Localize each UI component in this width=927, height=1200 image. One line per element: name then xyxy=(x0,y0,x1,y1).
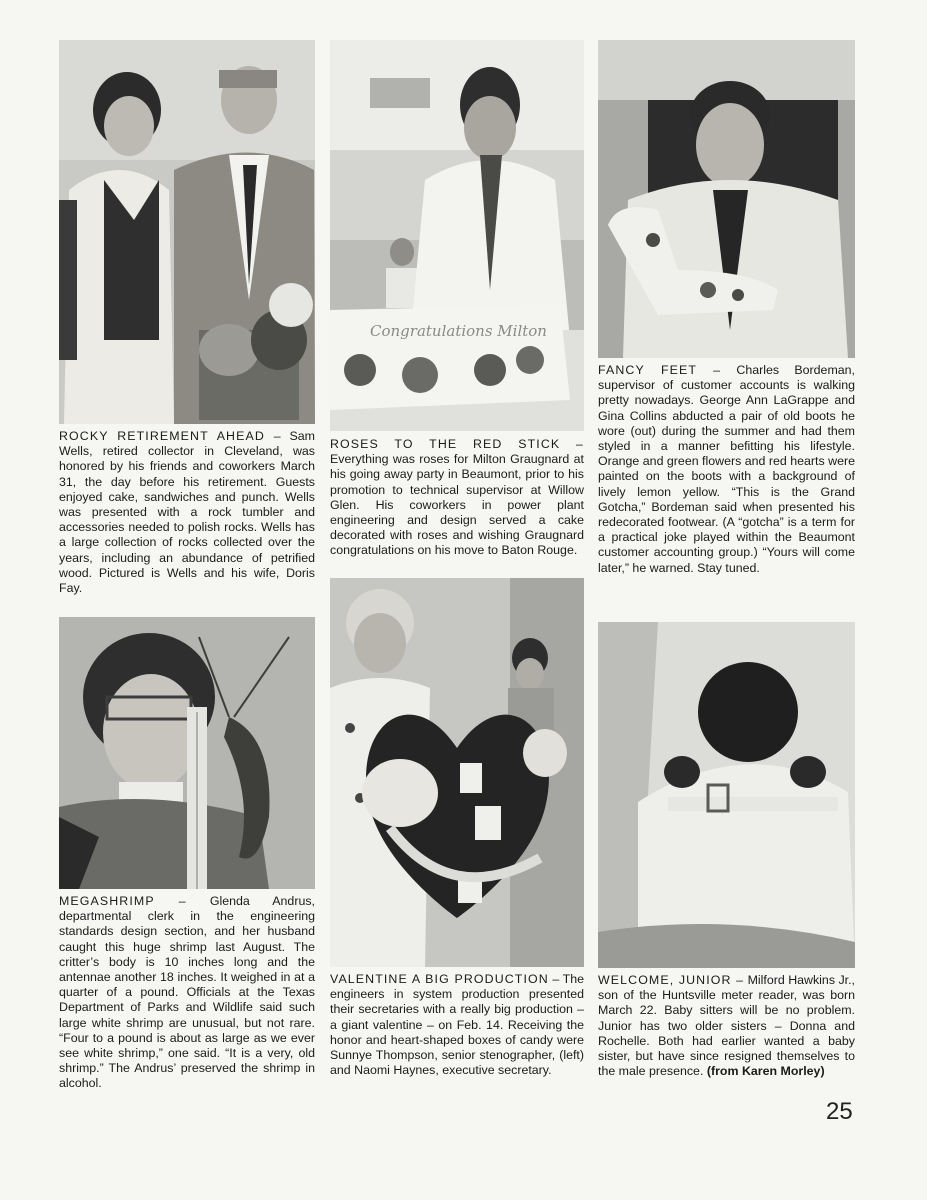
credit-welcome-junior: (from Karen Morley) xyxy=(706,1064,825,1079)
body-welcome-junior: Milford Hawkins Jr., son of the Huntsville meter reader, was born March 22. Baby sitters will be no problem. Junior has two older sisters – Donna and Rochelle. Both had earlier wanted a baby sister, but have since resigned themselves to the male presence. xyxy=(598,973,855,1079)
headline-welcome-junior: WELCOME, JUNIOR – xyxy=(598,973,745,987)
caption-megashrimp xyxy=(59,894,315,1092)
caption-fancy-feet xyxy=(598,363,855,576)
headline-fancy-feet: FANCY FEET – xyxy=(598,363,722,377)
caption-roses xyxy=(330,437,584,559)
caption-rocky-retirement xyxy=(59,429,315,596)
headline-valentine: VALENTINE A BIG PRODUCTION xyxy=(330,972,549,986)
photo-valentine xyxy=(330,578,584,967)
photo-rocky-retirement xyxy=(59,40,315,424)
body-rocky-retirement: Sam Wells, retired collector in Cleveland, was honored by his friends and coworkers March 31, the day before his retirement. Guests enjoyed cake, sandwiches and punch. Wells was presented with a rock tumbler and accessories needed to polish rocks. Wells has a large collection of rocks collected over the years, including an abundance of petrified wood. Pictured is Wells and his wife, Doris Fay. xyxy=(59,429,315,596)
headline-megashrimp: MEGASHRIMP – xyxy=(59,894,187,908)
photo-megashrimp xyxy=(59,617,315,889)
headline-rocky-retirement: ROCKY RETIREMENT AHEAD – xyxy=(59,429,282,443)
body-fancy-feet: Charles Bordeman, supervisor of customer accounts is walking pretty nowadays. George Ann LaGrappe and Gina Collins abducted a pair of old boots he wore (out) during the summer and had them styled in a manner befitting his lifestyle. Orange and green flowers and red hearts were painted on the boots with a background of lively lemon yellow. “This is the Grand Gotcha,” Bordeman said when presented his redecorated footwear. (A “gotcha” is a term for a practical joke played within the Beaumont customer accounting group.) “Yours will come later,” he warned. Stay tuned. xyxy=(598,363,855,575)
photo-welcome-junior xyxy=(598,622,855,968)
body-valentine: – The engineers in system production presented their secretaries with a really big production – a giant valentine – on Feb. 14. Receiving the honor and heart-shaped boxes of candy were Sunnye Thompson, senior stenographer, (left) and Naomi Haynes, executive secretary. xyxy=(330,972,584,1078)
page-number: 25 xyxy=(826,1098,853,1125)
photo-fancy-feet xyxy=(598,40,855,358)
caption-welcome-junior xyxy=(598,973,855,1079)
body-megashrimp: Glenda Andrus, departmental clerk in the engineering standards design section, and her husband caught this huge shrimp last August. The critter’s body is 10 inches long and the antennae another 18 inches. It weighed in at a quarter of a pound. Officials at the Texas Department of Parks and Wildlife said such large white shrimp are unusual, but not rare. “Four to a pound is about as large as we ever see white shrimp,” one said. “It is a very, old shrimp.” The Andrus’ preserved the shrimp in alcohol. xyxy=(59,894,315,1091)
cake-inscription: Congratulations Milton xyxy=(370,322,547,340)
headline-roses: ROSES TO THE RED STICK – xyxy=(330,437,584,451)
body-roses: Everything was roses for Milton Graugnard at his going away party in Beaumont, prior to his promotion to technical supervisor at Willow Glen. His coworkers in power plant engineering and design served a cake decorated with roses and wishing Graugnard congratulations on his move to Baton Rouge. xyxy=(330,452,584,558)
caption-valentine xyxy=(330,972,584,1078)
photo-roses-cake xyxy=(330,40,584,431)
